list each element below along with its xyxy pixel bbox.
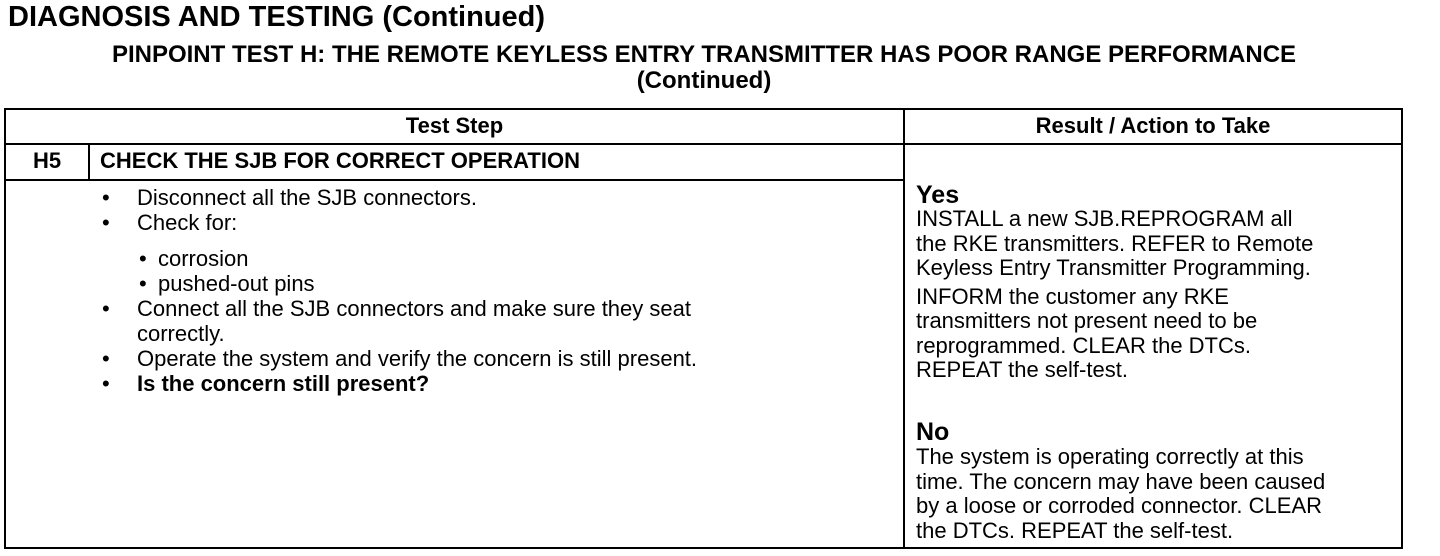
pinpoint-test-title (0, 42, 1408, 94)
result-yes-line: the RKE transmitters. REFER to Remote (916, 230, 1314, 256)
step-title: CHECK THE SJB FOR CORRECT OPERATION (100, 148, 580, 173)
pinpoint-test-title-line2: (Continued) (636, 67, 772, 94)
step-id: H5 (32, 148, 62, 173)
column-divider (903, 110, 905, 547)
test-step-table (4, 108, 1403, 549)
step-question: Is the concern still present? (137, 371, 430, 396)
step-item-connect-line2: correctly. (137, 321, 225, 346)
pinpoint-test-title-line1: PINPOINT TEST H: THE REMOTE KEYLESS ENTRY TRANSMITTER HAS POOR RANGE PERFORMANCE (111, 41, 1297, 68)
header-divider (6, 143, 1401, 145)
result-no-label: No (916, 418, 950, 446)
step-item-check-for: Check for: (137, 210, 238, 235)
result-yes-line: INSTALL a new SJB.REPROGRAM all (916, 206, 1293, 231)
result-yes-label: Yes (916, 181, 960, 209)
step-item-disconnect: Disconnect all the SJB connectors. (137, 185, 477, 210)
sub-bullet-1: • (139, 246, 147, 271)
result-no-line: The system is operating correctly at this (916, 444, 1304, 469)
result-no-line: time. The concern may have been caused (916, 468, 1326, 494)
step-item-connect-line1: Connect all the SJB connectors and make sure they seat (137, 296, 691, 321)
result-yes-line: INFORM the customer any RKE (916, 283, 1229, 309)
step-id-divider (88, 143, 90, 180)
header-test-step: Test Step (405, 113, 504, 138)
header-result-action: Result / Action to Take (1035, 113, 1271, 138)
step-subitem-corrosion: corrosion (158, 246, 249, 271)
result-yes-text (916, 207, 1313, 383)
sub-bullet-2: • (139, 271, 147, 296)
step-item-operate: Operate the system and verify the concern is still present. (137, 346, 698, 371)
page-title: DIAGNOSIS AND TESTING (Continued) (8, 1, 546, 33)
result-no-text (916, 445, 1325, 543)
result-yes-line: Keyless Entry Transmitter Programming. (916, 255, 1311, 280)
bullet-5: • (102, 371, 110, 396)
result-yes-line: reprogrammed. CLEAR the DTCs. (916, 332, 1251, 358)
result-yes-line: REPEAT the self-test. (916, 357, 1128, 382)
bullet-4: • (102, 346, 110, 371)
bullet-2: • (102, 210, 110, 235)
result-no-line: the DTCs. REPEAT the self-test. (916, 517, 1234, 543)
step-title-divider (6, 179, 903, 181)
step-subitem-pushed-out-pins: pushed-out pins (158, 271, 315, 296)
bullet-3: • (102, 296, 110, 321)
result-yes-line: transmitters not present need to be (916, 308, 1258, 333)
bullet-1: • (102, 185, 110, 210)
result-no-line: by a loose or corroded connector. CLEAR (916, 493, 1323, 518)
